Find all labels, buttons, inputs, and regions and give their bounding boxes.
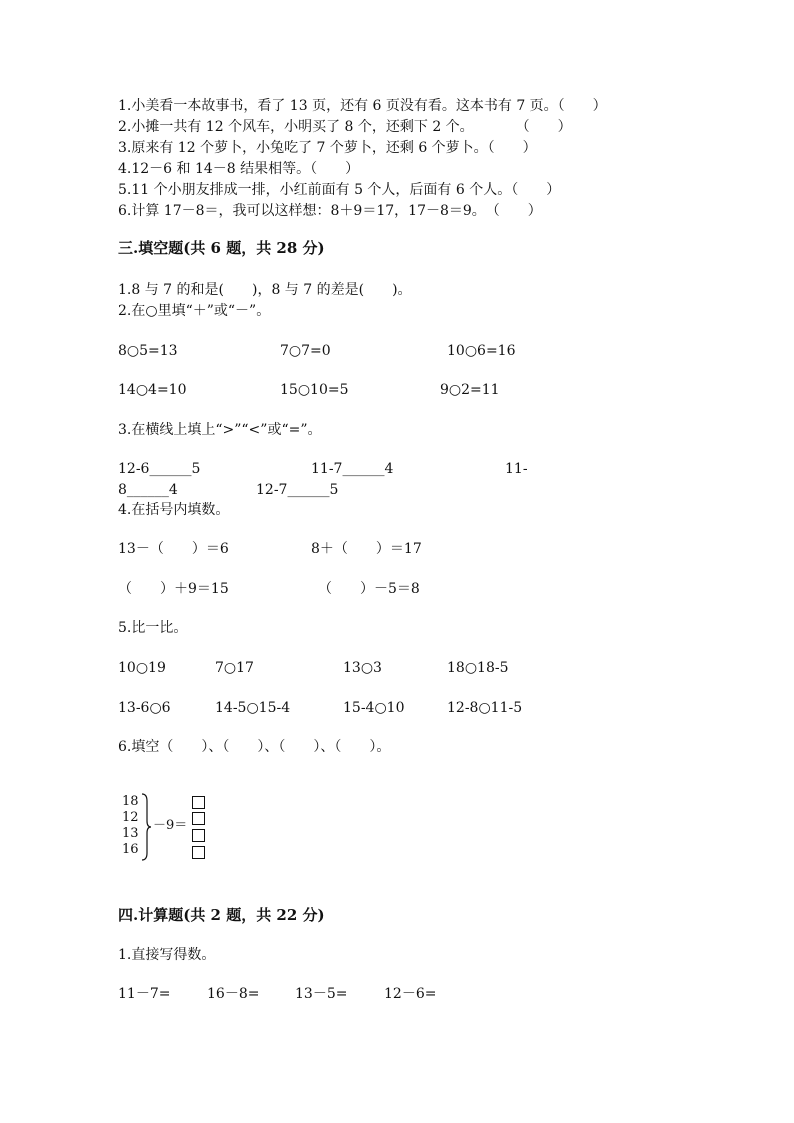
q3-expr: 12-7______5 (256, 482, 339, 498)
answer-box (192, 829, 205, 842)
q4-prompt: 4.在括号内填数。 (118, 502, 230, 518)
judge-item-6: 6.计算 17－8＝，我可以这样想：8＋9＝17，17－8＝9。 （ ） (118, 203, 542, 219)
q5-expr: 15-4○10 (343, 700, 405, 716)
q2-expr: 9○2=11 (440, 382, 500, 398)
q2-expr: 14○4=10 (118, 382, 187, 398)
q3-expr: 11-7______4 (311, 461, 394, 477)
q5-expr: 10○19 (118, 660, 166, 676)
q5-prompt: 5.比一比。 (118, 620, 188, 636)
calc-item: 16－8= (207, 986, 260, 1002)
q3-expr: 8______4 (118, 482, 178, 498)
q6-number: 16 (122, 842, 139, 857)
section-3-title: 三.填空题(共 6 题，共 28 分) (118, 239, 325, 257)
q3-expr: 11- (505, 461, 528, 477)
q5-expr: 14-5○15-4 (215, 700, 291, 716)
section-4-title: 四.计算题(共 2 题，共 22 分) (118, 906, 325, 924)
q5-expr: 12-8○11-5 (447, 700, 523, 716)
q5-expr: 18○18-5 (447, 660, 509, 676)
calc-item: 11－7= (118, 986, 171, 1002)
calc-item: 12－6= (384, 986, 437, 1002)
judge-item-4: 4.12－6 和 14－8 结果相等。（ ） (118, 161, 360, 177)
q5-expr: 13-6○6 (118, 700, 171, 716)
q2-expr: 7○7=0 (280, 343, 331, 359)
q2-expr: 15○10=5 (280, 382, 349, 398)
q1-text: 1.8 与 7 的和是( )，8 与 7 的差是( )。 (118, 282, 412, 298)
q4-expr: 8＋（ ）＝17 (311, 541, 422, 557)
answer-box (192, 812, 205, 825)
judge-item-3: 3.原来有 12 个萝卜，小兔吃了 7 个萝卜，还剩 6 个萝卜。（ ） (118, 140, 537, 156)
q2-expr: 10○6=16 (447, 343, 516, 359)
right-brace-icon (140, 793, 152, 861)
calc-prompt: 1.直接写得数。 (118, 947, 216, 963)
q2-expr: 8○5=13 (118, 343, 178, 359)
q6-number: 18 (122, 794, 139, 809)
judge-item-1: 1.小美看一本故事书，看了 13 页，还有 6 页没有看。这本书有 7 页。（ ） (118, 98, 607, 114)
judge-item-2: 2.小摊一共有 12 个风车，小明买了 8 个，还剩下 2 个。 （ ） (118, 119, 572, 135)
q6-number: 13 (122, 826, 139, 841)
q6-number: 12 (122, 810, 139, 825)
judge-item-5: 5.11 个小朋友排成一排，小红前面有 5 个人，后面有 6 个人。（ ） (118, 182, 561, 198)
calc-item: 13－5= (295, 986, 348, 1002)
q3-expr: 12-6______5 (118, 461, 201, 477)
q5-expr: 13○3 (343, 660, 382, 676)
answer-box (192, 846, 205, 859)
answer-box (192, 796, 205, 809)
q4-expr: （ ）＋9＝15 (118, 581, 229, 597)
q6-operation: －9＝ (153, 818, 188, 833)
q4-expr: 13－（ ）＝6 (118, 541, 229, 557)
q5-expr: 7○17 (215, 660, 254, 676)
q6-prompt: 6.填空（ ）、（ ）、（ ）、（ ）。 (118, 739, 391, 755)
q4-expr: （ ）－5＝8 (318, 581, 420, 597)
q3-prompt: 3.在横线上填上“>”“<”或“=”。 (118, 422, 322, 438)
q2-prompt: 2.在○里填“＋”或“－”。 (118, 303, 271, 319)
